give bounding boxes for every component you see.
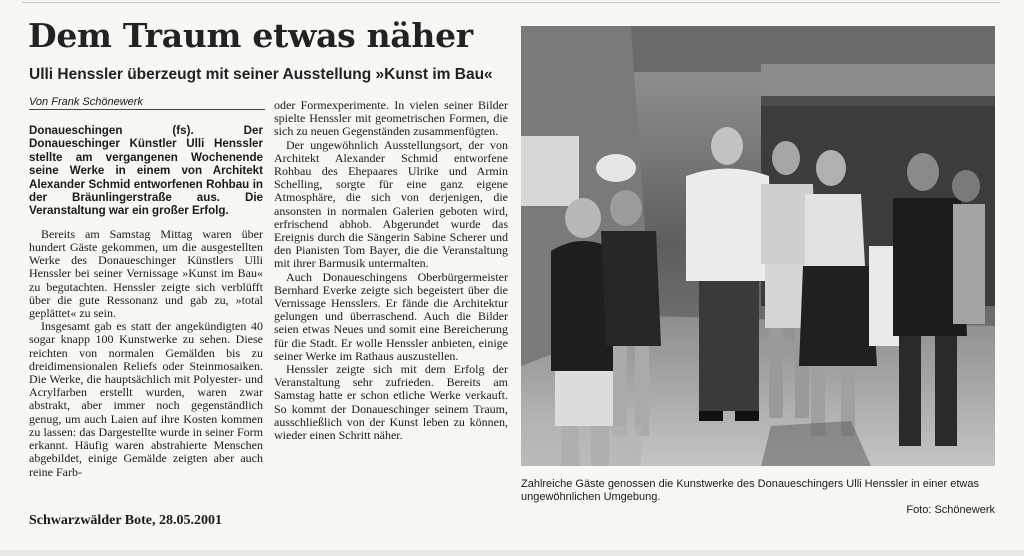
- body-paragraph: Henssler zeigte sich mit dem Erfolg der Veranstaltung sehr zufrieden. Bereits am Samstag hatte er schon etliche Werke verkauft. So kommt der Donaueschinger seinem Traum, ausschließlich von der Kunst leben zu können, wieder einen Schritt näher.: [274, 362, 508, 443]
- article-lead: Donaueschingen (fs). Der Donaueschinger Künstler Ulli Henssler stellte am vergangenen Wochenende seine Werke in einem von Architekt Alexander Schmid entworfenen Rohbau in der Bräunlingerstraße aus. Die Veranstaltung war ein großer Erfolg.: [29, 124, 263, 218]
- body-paragraph: Insgesamt gab es statt der angekündigten 40 sogar knapp 100 Kunstwerke zu sehen. Diese reichten von normalen Gemälden bis zu dreidimensionalen Reliefs oder Steinmosaiken. Die Werke, die hauptsächlich mit Polyester- und Acrylfarben erstellt wurden, waren zwar abstrakt, aber immer noch gegenständlich genug, um auch Laien auf ihre Kosten kommen zu lassen: das Dargestellte wurde in seiner Form erkannt. Häufig waren abstrahierte Menschen abgebildet, einige Gemälde zeigten aber auch reine Farb-: [29, 319, 263, 479]
- article-subheadline: Ulli Henssler überzeugt mit seiner Ausstellung »Kunst im Bau«: [29, 66, 493, 83]
- publication-source: Schwarzwälder Bote, 28.05.2001: [29, 513, 222, 528]
- body-paragraph: Der ungewöhnlich Ausstellungsort, der von Architekt Alexander Schmid entworfene Rohbau des Ehepaares Ulrike und Armin Schelling, sorgte für eine ganz eigene Atmosphäre, die sich von derjenigen, die ansonsten in normalen Galerien geboten wird, erfrischend abhob. Abgerundet wurde das Ereignis durch die Sängerin Sabine Scherer und den Pianisten Tom Bayer, die die Veranstaltung mit ihrer Barmusik untermalten.: [274, 137, 508, 271]
- body-paragraph: Auch Donaueschingens Oberbürgermeister Bernhard Everke zeigte sich begeistert über die Vernissage Hensslers. Er fände die Architektur gelungen und überraschend. Auch die Bilder seien etwas Neues und somit eine Bereicherung für die Stadt. Er wolle Henssler anbieten, einige seiner Werke im Rathaus auszustellen.: [274, 269, 508, 363]
- photo-credit: Foto: Schönewerk: [906, 504, 995, 516]
- article-byline: Von Frank Schönewerk: [29, 96, 265, 110]
- body-paragraph: Bereits am Samstag Mittag waren über hundert Gäste gekommen, um die ausgestellten Werke des Donaueschinger Künstlers Ulli Henssler bei seiner Vernissage »Kunst im Bau« zu begutachten. Henssler zeigte sich verblüfft über die gute Ressonanz und gab zu, »total geplättet« zu sein.: [29, 226, 263, 321]
- caption-text: Zahlreiche Gäste genossen die Kunstwerke des Donaueschingers Ulli Henssler in einer etwas ungewöhnlichen Umgebung.: [521, 478, 979, 503]
- article-photo: [521, 26, 995, 466]
- article-column-1: [29, 124, 263, 479]
- body-paragraph-continued: oder Formexperimente. In vielen seiner Bilder spielte Henssler mit geometrischen Formen, die sich zu neuen Gegenständen zusammenfügten.: [274, 98, 508, 139]
- article-column-2: [274, 99, 508, 442]
- scan-edge: [0, 550, 1024, 556]
- article-headline: Dem Traum etwas näher: [28, 16, 473, 55]
- photo-gallery-guests: [521, 26, 995, 466]
- photo-caption: [521, 478, 995, 517]
- page-top-rule: [22, 2, 1000, 3]
